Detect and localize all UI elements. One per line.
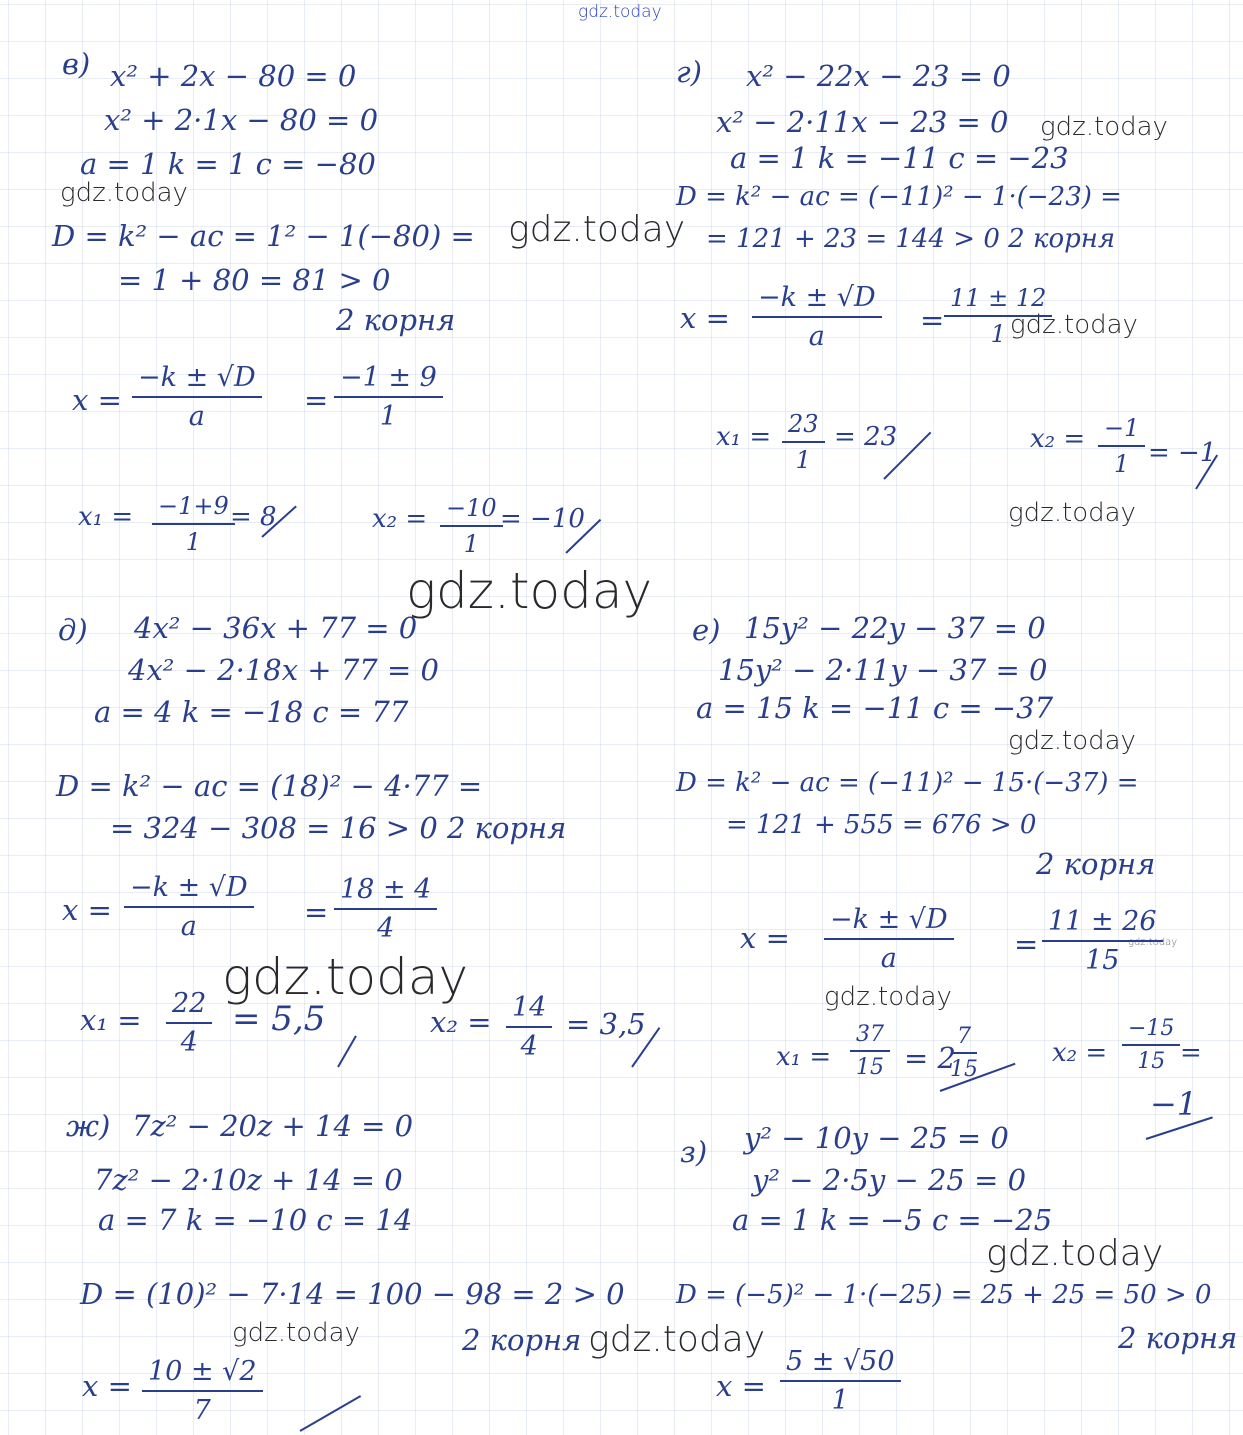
discriminant: D = k² − ac = (−11)² − 15·(−37) = bbox=[676, 768, 1139, 798]
watermark: gdz.today bbox=[60, 178, 188, 208]
root-1-lhs: x₁ = bbox=[80, 1003, 142, 1037]
coefficients: a = 1 k = −5 c = −25 bbox=[732, 1203, 1053, 1237]
formula-fraction bbox=[334, 362, 443, 432]
formula-lhs: x = bbox=[716, 1369, 766, 1403]
discriminant: D = (10)² − 7·14 = 100 − 98 = 2 > 0 bbox=[80, 1277, 625, 1311]
equals-sign: = bbox=[304, 895, 329, 929]
discriminant-value: = 324 − 308 = 16 > 0 2 корня bbox=[110, 811, 567, 845]
problem-label: ж) bbox=[66, 1109, 111, 1143]
formula-fraction bbox=[132, 362, 262, 432]
numerator: −15 bbox=[1122, 1016, 1180, 1046]
formula-lhs: x = bbox=[82, 1369, 132, 1403]
formula-fraction bbox=[142, 1356, 263, 1426]
numerator: −k ± √D bbox=[124, 872, 254, 908]
root-1-fraction bbox=[152, 492, 235, 556]
denominator: 4 bbox=[180, 1027, 198, 1058]
numerator: −k ± √D bbox=[824, 904, 954, 940]
equation-line: y² − 2·5y − 25 = 0 bbox=[752, 1163, 1027, 1197]
watermark: gdz.today bbox=[232, 1318, 360, 1348]
denominator: a bbox=[880, 943, 897, 974]
numerator: 22 bbox=[166, 988, 212, 1024]
root-2-fraction bbox=[1122, 1016, 1180, 1074]
root-2-lhs: x₂ = bbox=[1030, 424, 1086, 454]
watermark: gdz.today bbox=[1008, 498, 1136, 528]
coefficients: a = 7 k = −10 c = 14 bbox=[98, 1203, 413, 1237]
problem-label: з) bbox=[680, 1135, 708, 1169]
roots-count: 2 корня bbox=[1118, 1321, 1238, 1355]
denominator: a bbox=[180, 911, 197, 942]
discriminant: D = (−5)² − 1·(−25) = 25 + 25 = 50 > 0 bbox=[676, 1280, 1212, 1310]
denominator: 7 bbox=[193, 1395, 211, 1426]
denominator: 1 bbox=[463, 530, 479, 558]
discriminant: D = k² − ac = (−11)² − 1·(−23) = bbox=[676, 182, 1122, 212]
denominator: a bbox=[188, 401, 205, 432]
equation-line: x² + 2·1x − 80 = 0 bbox=[104, 103, 379, 137]
numerator: −1+9 bbox=[152, 492, 235, 525]
coefficients: a = 1 k = 1 c = −80 bbox=[80, 147, 376, 181]
equation-line: y² − 10y − 25 = 0 bbox=[744, 1121, 1009, 1155]
formula-fraction bbox=[780, 1346, 901, 1416]
numerator: −1 ± 9 bbox=[334, 362, 443, 398]
discriminant: D = k² − ac = (18)² − 4·77 = bbox=[56, 769, 483, 803]
root-1-value: = 23 bbox=[834, 422, 898, 452]
check-mark bbox=[300, 1395, 362, 1432]
root-2-lhs: x₂ = bbox=[430, 1005, 492, 1039]
root-2-fraction bbox=[506, 992, 552, 1062]
watermark: gdz.today bbox=[588, 1319, 766, 1360]
root-1-mixed-fraction bbox=[950, 1024, 978, 1082]
denominator: 4 bbox=[520, 1031, 538, 1062]
formula-fraction bbox=[752, 282, 882, 352]
numerator: 7 bbox=[951, 1024, 977, 1054]
equation-line: 7z² − 20z + 14 = 0 bbox=[132, 1109, 414, 1143]
formula-lhs: x = bbox=[62, 893, 112, 927]
denominator: 1 bbox=[185, 528, 202, 556]
coefficients: a = 4 k = −18 c = 77 bbox=[94, 695, 409, 729]
roots-count: 2 корня bbox=[336, 303, 456, 337]
numerator: 11 ± 12 bbox=[944, 284, 1052, 317]
numerator: 5 ± √50 bbox=[780, 1346, 901, 1382]
numerator: −10 bbox=[440, 494, 503, 527]
watermark: gdz.today bbox=[1008, 726, 1136, 756]
denominator: 1 bbox=[379, 401, 397, 432]
numerator: 18 ± 4 bbox=[334, 874, 437, 910]
problem-label: в) bbox=[62, 47, 91, 81]
denominator: 1 bbox=[990, 320, 1006, 348]
denominator: 15 bbox=[950, 1057, 978, 1082]
formula-lhs: x = bbox=[72, 383, 122, 417]
watermark: gdz.today bbox=[406, 562, 653, 620]
watermark: gdz.today bbox=[1010, 310, 1138, 340]
root-2-value: −1 bbox=[1150, 1085, 1198, 1123]
watermark: gdz.today bbox=[824, 982, 952, 1012]
numerator: −k ± √D bbox=[752, 282, 882, 318]
roots-count: 2 корня bbox=[1036, 847, 1156, 881]
problem-label: д) bbox=[58, 613, 88, 647]
root-2-lhs: x₂ = bbox=[1052, 1038, 1108, 1068]
equation-line: x² + 2x − 80 = 0 bbox=[110, 59, 357, 93]
root-1-fraction bbox=[850, 1022, 890, 1080]
root-2-value: = −10 bbox=[500, 504, 585, 534]
equation-line: x² − 2·11x − 23 = 0 bbox=[716, 105, 1009, 139]
equals-sign: = bbox=[920, 303, 945, 337]
numerator: −k ± √D bbox=[132, 362, 262, 398]
equals-sign: = bbox=[304, 383, 329, 417]
watermark: gdz.today bbox=[986, 1233, 1164, 1274]
equation-line: x² − 22x − 23 = 0 bbox=[746, 59, 1011, 93]
root-2-value: = −1 bbox=[1148, 438, 1217, 468]
roots-count: 2 корня bbox=[462, 1323, 582, 1357]
equation-line: 7z² − 2·10z + 14 = 0 bbox=[94, 1163, 403, 1197]
formula-fraction bbox=[124, 872, 254, 942]
numerator: 37 bbox=[850, 1022, 890, 1052]
equals-sign: = bbox=[1014, 927, 1039, 961]
discriminant-value: = 1 + 80 = 81 > 0 bbox=[118, 263, 391, 297]
root-1-value: = 5,5 bbox=[232, 999, 326, 1039]
denominator: 1 bbox=[1114, 450, 1130, 478]
equation-line: 4x² − 2·18x + 77 = 0 bbox=[128, 653, 439, 687]
formula-lhs: x = bbox=[740, 921, 790, 955]
root-2-lhs: x₂ = bbox=[372, 504, 428, 534]
problem-label: е) bbox=[692, 613, 721, 647]
root-2-fraction bbox=[440, 494, 503, 558]
watermark-top: gdz.today bbox=[578, 2, 662, 22]
watermark: gdz.today bbox=[1040, 112, 1168, 142]
coefficients: a = 1 k = −11 c = −23 bbox=[730, 141, 1069, 175]
root-1-value: = 8 bbox=[230, 502, 277, 532]
formula-lhs: x = bbox=[680, 301, 730, 335]
numerator: 11 ± 26 bbox=[1042, 906, 1163, 942]
denominator: 1 bbox=[795, 446, 811, 474]
denominator: a bbox=[808, 321, 825, 352]
numerator: 10 ± √2 bbox=[142, 1356, 263, 1392]
formula-fraction bbox=[944, 284, 1052, 348]
root-2-equals: = bbox=[1180, 1038, 1202, 1068]
equation-line: 15y² − 22y − 37 = 0 bbox=[744, 611, 1046, 645]
denominator: 15 bbox=[856, 1055, 884, 1080]
watermark: gdz.today bbox=[508, 209, 686, 250]
denominator: 15 bbox=[1137, 1049, 1166, 1074]
formula-fraction bbox=[824, 904, 954, 974]
denominator: 15 bbox=[1085, 945, 1120, 976]
discriminant-value: = 121 + 555 = 676 > 0 bbox=[726, 810, 1037, 840]
root-2-value: = 3,5 bbox=[566, 1007, 646, 1041]
coefficients: a = 15 k = −11 c = −37 bbox=[696, 691, 1054, 725]
equation-line: 15y² − 2·11y − 37 = 0 bbox=[718, 653, 1048, 687]
discriminant-value: = 121 + 23 = 144 > 0 2 корня bbox=[706, 224, 1116, 254]
root-1-whole: = 2 bbox=[904, 1041, 956, 1075]
watermark: gdz.today bbox=[1128, 937, 1178, 948]
root-1-fraction bbox=[782, 410, 825, 474]
problem-label: г) bbox=[676, 55, 702, 89]
numerator: −1 bbox=[1098, 414, 1145, 447]
equation-line: 4x² − 36x + 77 = 0 bbox=[134, 611, 418, 645]
numerator: 14 bbox=[506, 992, 552, 1028]
discriminant: D = k² − ac = 1² − 1(−80) = bbox=[52, 219, 475, 253]
numerator: 23 bbox=[782, 410, 825, 443]
denominator: 1 bbox=[831, 1385, 849, 1416]
formula-fraction bbox=[334, 874, 437, 944]
root-2-fraction bbox=[1098, 414, 1145, 478]
formula-fraction bbox=[1042, 906, 1163, 976]
check-mark bbox=[337, 1035, 357, 1067]
root-1-fraction bbox=[166, 988, 212, 1058]
watermark: gdz.today bbox=[222, 948, 469, 1006]
root-1-lhs: x₁ = bbox=[776, 1042, 832, 1072]
root-1-lhs: x₁ = bbox=[78, 502, 134, 532]
denominator: 4 bbox=[377, 913, 395, 944]
root-1-lhs: x₁ = bbox=[716, 422, 772, 452]
